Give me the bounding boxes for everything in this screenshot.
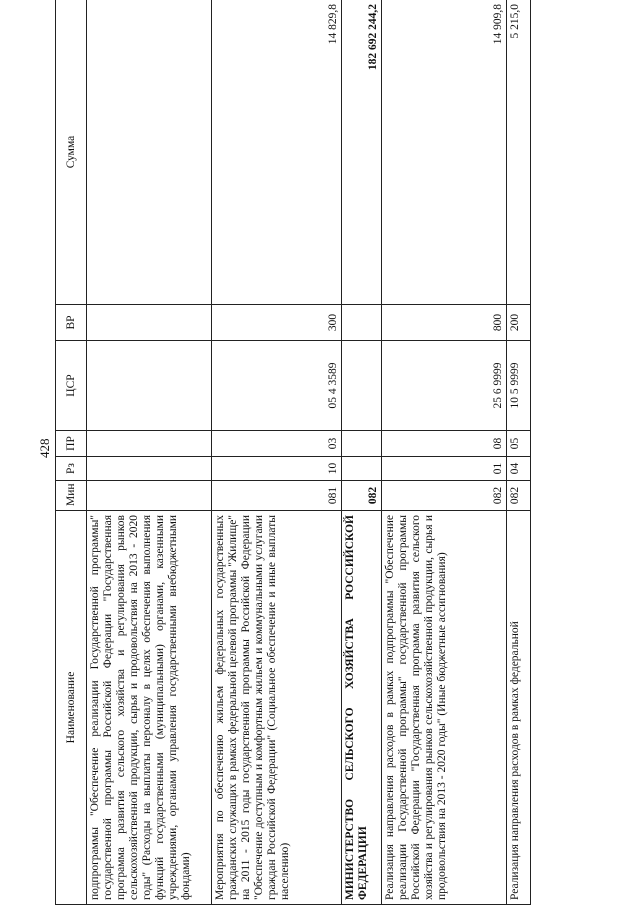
row-csr: 10 5 9999	[507, 341, 531, 431]
row-min: 082	[382, 481, 507, 511]
row-min: 082	[507, 481, 531, 511]
header-pr: ПР	[56, 431, 87, 457]
row-rz	[87, 457, 212, 481]
table-row	[212, 0, 342, 905]
row-name: МИНИСТЕРСТВО СЕЛЬСКОГО ХОЗЯЙСТВА РОССИЙСКОЙ ФЕДЕРАЦИИ	[342, 511, 382, 905]
table-row	[87, 0, 212, 905]
header-sum: Сумма	[56, 0, 87, 305]
row-vr: 200	[507, 305, 531, 341]
row-sum: 182 692 244,2	[342, 0, 382, 305]
row-min: 081	[212, 481, 342, 511]
row-name: Реализация направления расходов в рамках подпрограммы "Обеспечение реализации Государственной программы" государственной программы Российской Федерации "Государственная программа развития сельского хозяйства и регулирования рынков сельскохозяйственной продукции, сырья и продовольствия на 2013 - 2020 годы" (Иные бюджетные ассигнования)	[382, 511, 507, 905]
row-csr	[342, 341, 382, 431]
header-row	[56, 0, 87, 905]
row-csr: 25 6 9999	[382, 341, 507, 431]
table-row	[507, 0, 531, 905]
header-min: Мин	[56, 481, 87, 511]
row-vr	[87, 305, 212, 341]
row-name: Реализация направления расходов в рамках федеральной	[507, 511, 531, 905]
row-pr: 03	[212, 431, 342, 457]
row-name: Мероприятия по обеспечению жильем федеральных государственных гражданских служащих в рамках федеральной целевой программы "Жилище" на 2011 - 2015 годы государственной программы Российской Федерации "Обеспечение доступным и комфортным жильем и коммунальными услугами граждан Российской Федерации" (Социальное обеспечение и иные выплаты населению)	[212, 511, 342, 905]
row-pr	[342, 431, 382, 457]
row-sum	[87, 0, 212, 305]
row-sum: 5 215,0	[507, 0, 531, 305]
page-number: 428	[37, 438, 52, 458]
row-vr	[342, 305, 382, 341]
row-rz: 01	[382, 457, 507, 481]
table-row	[382, 0, 507, 905]
row-csr: 05 4 3589	[212, 341, 342, 431]
row-sum: 14 829,8	[212, 0, 342, 305]
row-vr: 800	[382, 305, 507, 341]
table-row	[342, 0, 382, 905]
row-vr: 300	[212, 305, 342, 341]
budget-table	[55, 0, 531, 905]
row-name: подпрограммы "Обеспечение реализации Государственной программы" государственной программы Российской Федерации "Государственная программа развития сельского хозяйства и регулирования рынков сельскохозяйственной продукции, сырья и продовольствия на 2013 - 2020 годы" (Расходы на выплаты персоналу в целях обеспечения выполнения функций государственными (муниципальными) органами, казенными учреждениями, органами управления государственными внебюджетными фондами)	[87, 511, 212, 905]
header-csr: ЦСР	[56, 341, 87, 431]
row-min: 082	[342, 481, 382, 511]
row-csr	[87, 341, 212, 431]
row-rz: 04	[507, 457, 531, 481]
row-pr	[87, 431, 212, 457]
row-rz: 10	[212, 457, 342, 481]
row-sum: 14 909,8	[382, 0, 507, 305]
header-rz: Рз	[56, 457, 87, 481]
row-pr: 08	[382, 431, 507, 457]
header-vr: ВР	[56, 305, 87, 341]
row-min	[87, 481, 212, 511]
header-name: Наименование	[56, 511, 87, 905]
row-rz	[342, 457, 382, 481]
row-pr: 05	[507, 431, 531, 457]
